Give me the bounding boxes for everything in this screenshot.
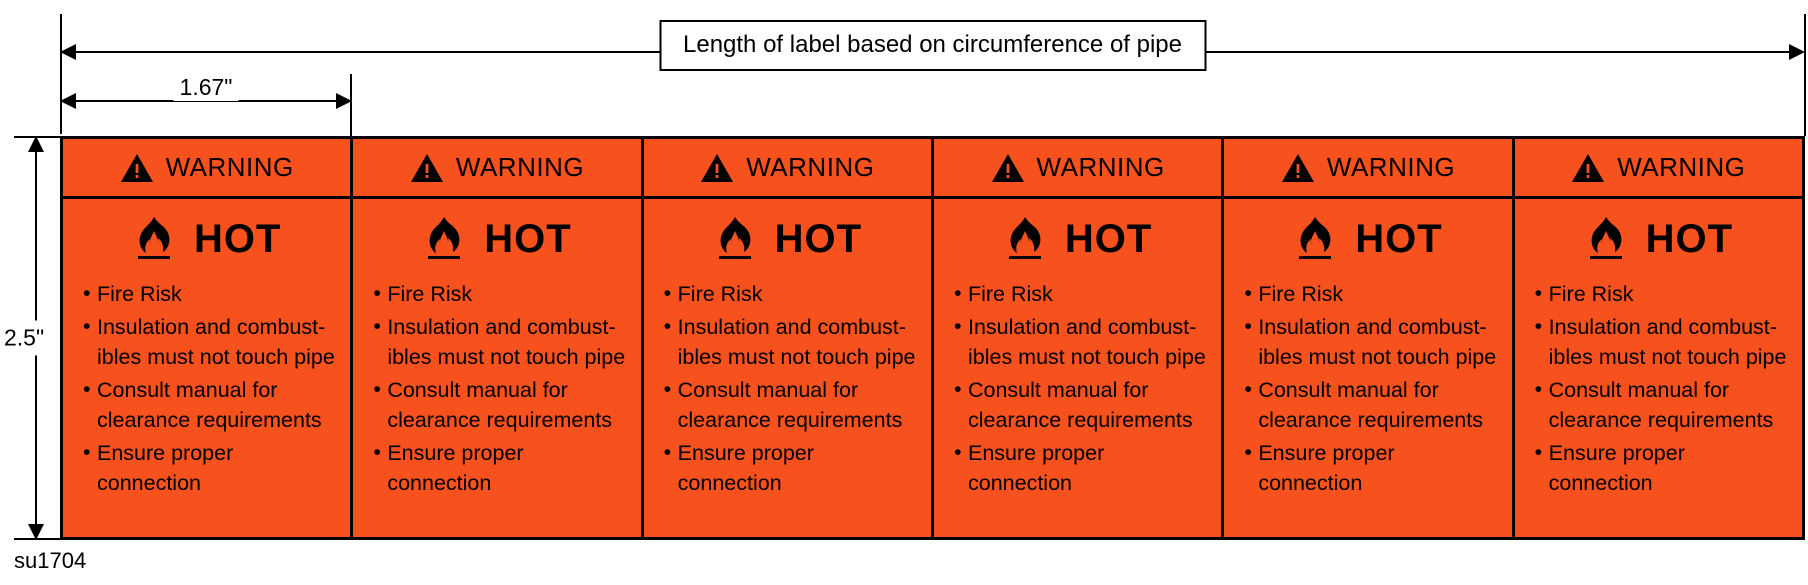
warning-bullet: • Consult manual for clearance requirements bbox=[954, 375, 1213, 436]
height-dimension-label: 2.5" bbox=[2, 321, 46, 356]
warning-header bbox=[63, 139, 350, 199]
warning-bullet: • Insulation and combust- ibles must not touch pipe bbox=[1244, 312, 1503, 373]
warning-bullet-list bbox=[1224, 279, 1511, 501]
warning-header bbox=[1515, 139, 1802, 199]
right-extension-line bbox=[1804, 14, 1806, 136]
panel-width-label: 1.67" bbox=[174, 74, 239, 101]
warning-bullet: • Consult manual for clearance requirements bbox=[83, 375, 342, 436]
warning-bullet: • Fire Risk bbox=[83, 279, 342, 310]
warning-bullet: • Consult manual for clearance requirements bbox=[373, 375, 632, 436]
warning-label-panel-3 bbox=[644, 139, 934, 537]
warning-word: WARNING bbox=[455, 152, 585, 182]
length-dimension-arrow-right bbox=[1789, 44, 1805, 60]
hazard-word: HOT bbox=[1645, 216, 1734, 261]
warning-bullet: • Fire Risk bbox=[1535, 279, 1794, 310]
warning-header bbox=[1224, 139, 1511, 199]
warning-label-panel-4 bbox=[934, 139, 1224, 537]
warning-bullet: • Ensure proper connection bbox=[83, 438, 342, 499]
warning-word: WARNING bbox=[1036, 152, 1165, 182]
hazard-word: HOT bbox=[193, 216, 282, 261]
warning-label-strip bbox=[60, 136, 1805, 540]
warning-triangle-icon bbox=[1571, 153, 1605, 183]
warning-bullet: • Insulation and combust- ibles must not touch pipe bbox=[1535, 312, 1794, 373]
warning-bullet-list bbox=[1515, 279, 1802, 501]
panel-width-arrow-right bbox=[336, 93, 352, 109]
warning-bullet-list bbox=[353, 279, 640, 501]
length-dimension bbox=[60, 20, 1805, 84]
hazard-word: HOT bbox=[484, 216, 572, 261]
warning-bullet-list bbox=[934, 279, 1221, 501]
hazard-word: HOT bbox=[1355, 216, 1443, 261]
warning-bullet: • Insulation and combust- ibles must not touch pipe bbox=[954, 312, 1213, 373]
warning-word: WARNING bbox=[746, 152, 875, 182]
warning-triangle-icon bbox=[991, 153, 1025, 183]
flame-icon bbox=[1003, 215, 1047, 263]
warning-header bbox=[644, 139, 931, 199]
hazard-header bbox=[644, 199, 931, 269]
warning-bullet: • Consult manual for clearance requirements bbox=[1244, 375, 1503, 436]
length-dimension-caption: Length of label based on circumference of pipe bbox=[659, 20, 1206, 71]
warning-label-panel-2 bbox=[353, 139, 643, 537]
warning-bullet-list bbox=[63, 279, 350, 501]
warning-bullet: • Ensure proper connection bbox=[1244, 438, 1503, 499]
hazard-header bbox=[934, 199, 1221, 269]
hazard-header bbox=[63, 199, 350, 269]
warning-triangle-icon bbox=[1281, 153, 1315, 183]
warning-word: WARNING bbox=[1326, 152, 1456, 182]
warning-triangle-icon bbox=[120, 153, 154, 183]
flame-icon bbox=[1293, 215, 1337, 263]
height-dimension-arrow-bottom bbox=[28, 524, 44, 540]
panel-width-arrow-left bbox=[60, 93, 76, 109]
warning-word: WARNING bbox=[1617, 152, 1746, 182]
warning-bullet: • Insulation and combust- ibles must not touch pipe bbox=[664, 312, 923, 373]
height-dimension-arrow-top bbox=[28, 136, 44, 152]
warning-bullet: • Insulation and combust- ibles must not touch pipe bbox=[373, 312, 632, 373]
hazard-header bbox=[1224, 199, 1511, 269]
figure-code: su1704 bbox=[14, 548, 87, 573]
warning-bullet: • Ensure proper connection bbox=[954, 438, 1213, 499]
hazard-header bbox=[353, 199, 640, 269]
flame-icon bbox=[1584, 215, 1628, 263]
hazard-word: HOT bbox=[774, 216, 863, 261]
flame-icon bbox=[132, 215, 176, 263]
warning-bullet: • Fire Risk bbox=[1244, 279, 1503, 310]
warning-bullet: • Fire Risk bbox=[954, 279, 1213, 310]
length-dimension-arrow-left bbox=[60, 44, 76, 60]
warning-label-panel-6 bbox=[1515, 139, 1802, 537]
hazard-header bbox=[1515, 199, 1802, 269]
warning-triangle-icon bbox=[410, 153, 444, 183]
height-dimension bbox=[4, 136, 58, 540]
panel-width-dimension bbox=[60, 74, 352, 118]
warning-label-panel-5 bbox=[1224, 139, 1514, 537]
flame-icon bbox=[422, 215, 466, 263]
warning-header bbox=[934, 139, 1221, 199]
warning-bullet: • Consult manual for clearance requirements bbox=[664, 375, 923, 436]
warning-bullet: • Consult manual for clearance requirements bbox=[1535, 375, 1794, 436]
warning-triangle-icon bbox=[700, 153, 734, 183]
warning-bullet: • Fire Risk bbox=[664, 279, 923, 310]
warning-bullet-list bbox=[644, 279, 931, 501]
warning-header bbox=[353, 139, 640, 199]
warning-bullet: • Ensure proper connection bbox=[373, 438, 632, 499]
warning-label-panel-1 bbox=[63, 139, 353, 537]
flame-icon bbox=[713, 215, 757, 263]
warning-bullet: • Ensure proper connection bbox=[1535, 438, 1794, 499]
warning-bullet: • Insulation and combust- ibles must not touch pipe bbox=[83, 312, 342, 373]
warning-bullet: • Ensure proper connection bbox=[664, 438, 923, 499]
hazard-word: HOT bbox=[1064, 216, 1153, 261]
warning-bullet: • Fire Risk bbox=[373, 279, 632, 310]
warning-word: WARNING bbox=[165, 152, 294, 182]
